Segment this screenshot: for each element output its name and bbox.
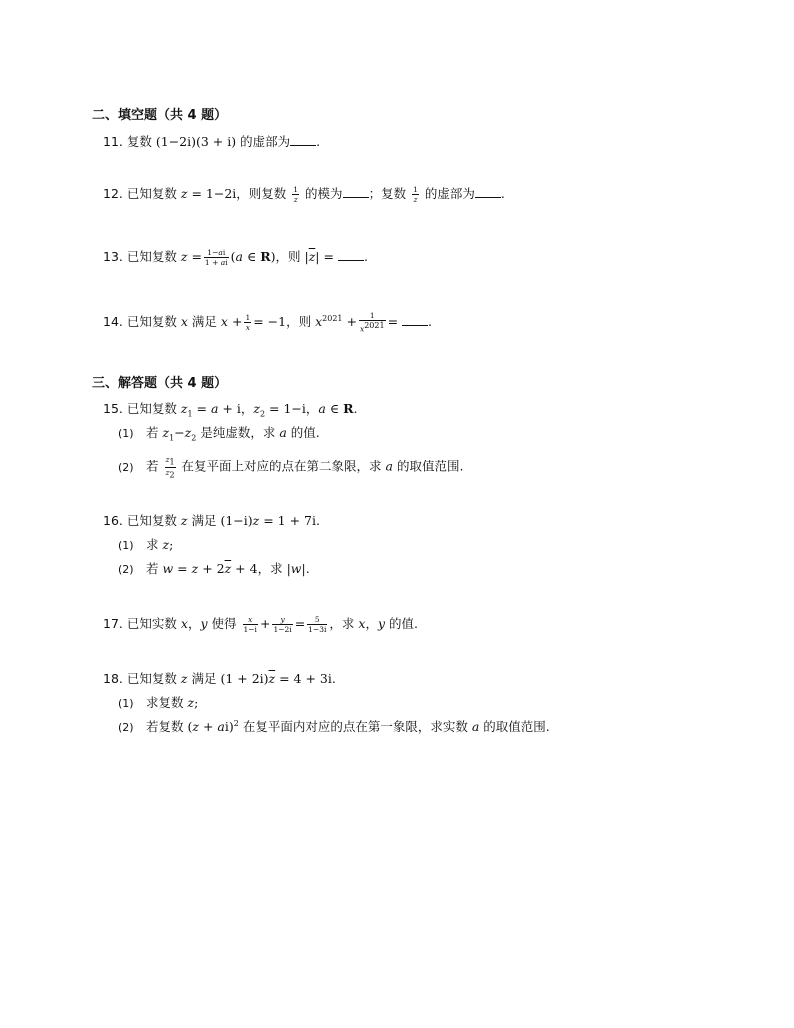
fraction: $\frac{1}{x}$: [245, 312, 251, 332]
fraction: $\frac{1}{z}$: [413, 185, 418, 204]
question-number: 18.: [103, 671, 123, 686]
section-title-fill-in: 二、填空题（共 4 题）: [92, 108, 228, 123]
fraction: $\frac{z_1}{z_2}$: [165, 455, 175, 479]
answer-blank: [338, 248, 364, 261]
question-number: 16.: [103, 513, 123, 528]
math-expression: (1−2i)(3 + i): [155, 134, 237, 149]
math-expression: (1−i)z = 1 + 7i.: [220, 513, 320, 528]
question-number: 15.: [103, 401, 123, 416]
fraction: $\frac{y}{1-2i}$: [273, 615, 292, 634]
question-number: 11.: [103, 134, 123, 149]
question-16-part-2: (2) 若 $w = z + 2\overline{z} + 4$，求 |w|.: [118, 561, 310, 576]
answer-blank: [402, 313, 428, 326]
math-expression: x +: [220, 313, 243, 329]
math-expression: z =: [180, 249, 202, 264]
question-16: 16. 已知复数 z 满足 (1−i)z = 1 + 7i.: [103, 513, 320, 528]
question-18: 18. 已知复数 z 满足 $(1 + 2i)\overline{z} = 4 + 3i$.: [103, 671, 336, 686]
fraction: $\frac{1}{z}$: [293, 185, 299, 204]
answer-blank: [475, 185, 501, 198]
fraction: $\frac{5}{1-3i}$: [308, 615, 327, 634]
question-12: 12. 已知复数 z = 1−2i，则复数 $\frac{1}{z}$ 的模为 ；复数 $\frac{1}{z}$ 的虚部为 .: [103, 185, 505, 204]
question-13: 13. 已知复数 z = $\frac{1-ai}{1 + ai}$ (a ∈ R)，则 $|\overline{z}|$ = .: [103, 248, 368, 267]
math-expression: $z_1 = a + i$，$z_2 = 1-i$，a ∈ R.: [180, 401, 358, 419]
math-expression: $(1 + 2i)\overline{z} = 4 + 3i$.: [220, 671, 336, 686]
question-17: 17. 已知实数 x，y 使得 $\frac{x}{1-i}$ + $\frac{y}{1-2i}$ = $\frac{5}{1-3i}$ ，求 x，y 的值.: [103, 615, 419, 634]
fraction: $\frac{1-ai}{1 + ai}$: [204, 248, 228, 267]
question-18-part-1: (1) 求复数 z;: [118, 695, 199, 710]
fraction: $\frac{x}{1-i}$: [243, 615, 257, 634]
math-expression: z = 1−2i: [180, 186, 237, 201]
question-15-part-1: (1) 若 $z_1-z_2$ 是纯虚数，求 a 的值.: [118, 425, 320, 443]
section-title-problems: 三、解答题（共 4 题）: [92, 376, 228, 391]
question-number: 14.: [103, 313, 123, 329]
answer-blank: [343, 185, 369, 198]
question-15-part-2: (2) 若 $\frac{z_1}{z_2}$ 在复平面上对应的点在第二象限，求 a 的取值范围.: [118, 455, 464, 479]
question-number: 17.: [103, 616, 123, 631]
math-expression: $x^{2021}$ +: [315, 313, 357, 329]
question-14: 14. 已知复数 x 满足 x + $\frac{1}{x}$ = −1，则 $x^{2021}$ + $\frac{1}{x^{2021}}$ = .: [103, 311, 433, 334]
question-18-part-2: (2) 若复数 (z + ai)$^2$ 在复平面内对应的点在第一象限，求实数 a 的取值范围.: [118, 718, 550, 734]
question-11: 11. 复数 (1−2i)(3 + i) 的虚部为 .: [103, 134, 321, 149]
question-15: 15. 已知复数 $z_1 = a + i$，$z_2 = 1-i$，a ∈ R.: [103, 401, 358, 419]
answer-blank: [290, 133, 316, 146]
math-expression: $|\overline{z}|$ =: [304, 249, 334, 264]
question-16-part-1: (1) 求 z;: [118, 537, 174, 552]
question-number: 12.: [103, 186, 123, 201]
question-number: 13.: [103, 249, 123, 264]
fraction: $\frac{1}{x^{2021}}$: [359, 311, 385, 334]
